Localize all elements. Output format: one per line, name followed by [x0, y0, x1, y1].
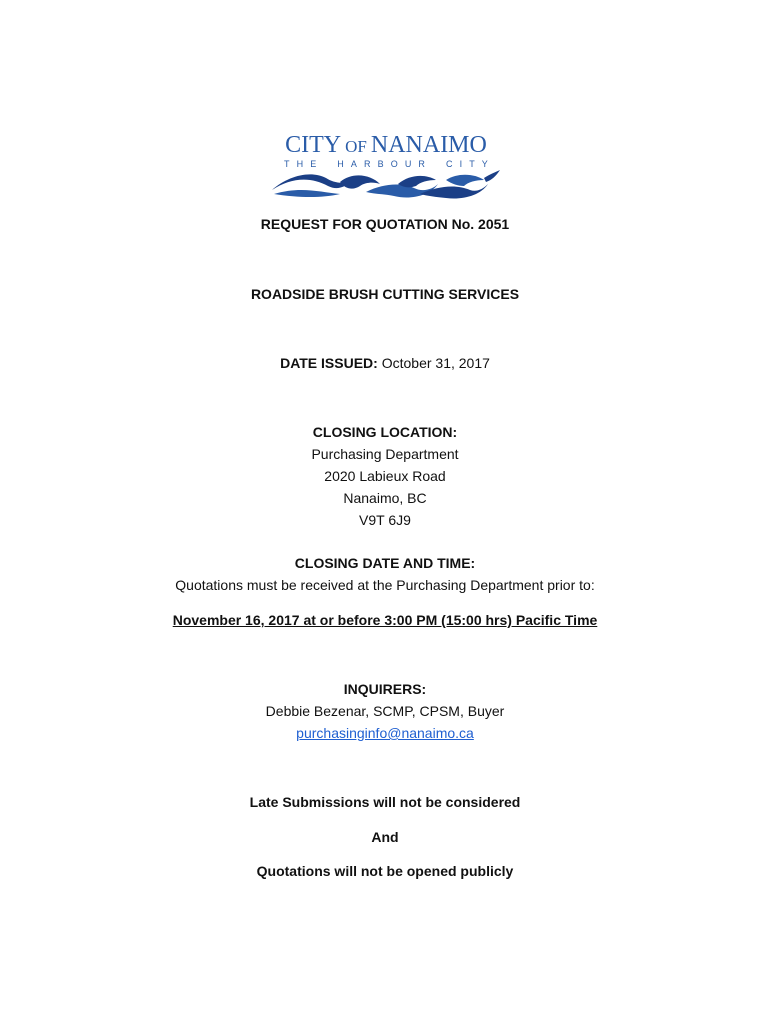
- date-issued: [0, 354, 770, 372]
- inquirer-contact: Debbie Bezenar, SCMP, CPSM, Buyer: [265, 703, 505, 719]
- tagline-letter: R: [418, 159, 425, 169]
- closing-location-city: Nanaimo, BC: [343, 490, 427, 506]
- date-issued-label: DATE ISSUED:: [280, 355, 378, 371]
- tagline-letter: H: [296, 159, 304, 169]
- closing-location-postal: V9T 6J9: [359, 512, 411, 528]
- tagline-letter: E: [310, 159, 317, 169]
- closing-location-street: 2020 Labieux Road: [324, 468, 446, 484]
- logo-wordmark: [270, 132, 502, 161]
- closing-deadline: November 16, 2017 at or before 3:00 PM (15:00 hrs) Pacific Time: [172, 612, 598, 628]
- logo-of: OF: [345, 137, 367, 156]
- inquirer-email-link[interactable]: purchasinginfo@nanaimo.ca: [296, 725, 474, 741]
- tagline-letter: R: [364, 159, 371, 169]
- project-title: ROADSIDE BRUSH CUTTING SERVICES: [250, 286, 520, 302]
- late-submissions-notice: Late Submissions will not be considered: [249, 794, 521, 810]
- inquirers-heading: INQUIRERS:: [343, 681, 427, 697]
- logo-nanaimo: NANAIMO: [370, 132, 487, 158]
- tagline-letter: H: [337, 159, 344, 169]
- and-text: And: [371, 829, 399, 845]
- rfq-title: REQUEST FOR QUOTATION No. 2051: [260, 216, 510, 232]
- inquirer-email-row: [0, 724, 770, 742]
- tagline-letter: U: [404, 159, 412, 169]
- closing-time-instruction: Quotations must be received at the Purchasing Department prior to:: [175, 577, 595, 593]
- tagline-letter: T: [284, 159, 290, 169]
- closing-location-department: Purchasing Department: [311, 446, 459, 462]
- tagline-letter: C: [446, 159, 453, 169]
- closing-time-heading: CLOSING DATE AND TIME:: [294, 555, 476, 571]
- closing-location-heading: CLOSING LOCATION:: [312, 424, 458, 440]
- tagline-letter: B: [377, 159, 384, 169]
- logo-city: CITY: [285, 132, 342, 158]
- wave-logo-icon: [270, 168, 502, 202]
- tagline-letter: I: [459, 159, 463, 169]
- tagline-letter: T: [469, 159, 475, 169]
- tagline-letter: O: [390, 159, 398, 169]
- tagline-letter: A: [350, 159, 357, 169]
- city-of-nanaimo-logo: [270, 132, 502, 202]
- tagline-letter: Y: [481, 159, 488, 169]
- public-opening-notice: Quotations will not be opened publicly: [256, 863, 514, 879]
- date-issued-value: October 31, 2017: [377, 355, 490, 371]
